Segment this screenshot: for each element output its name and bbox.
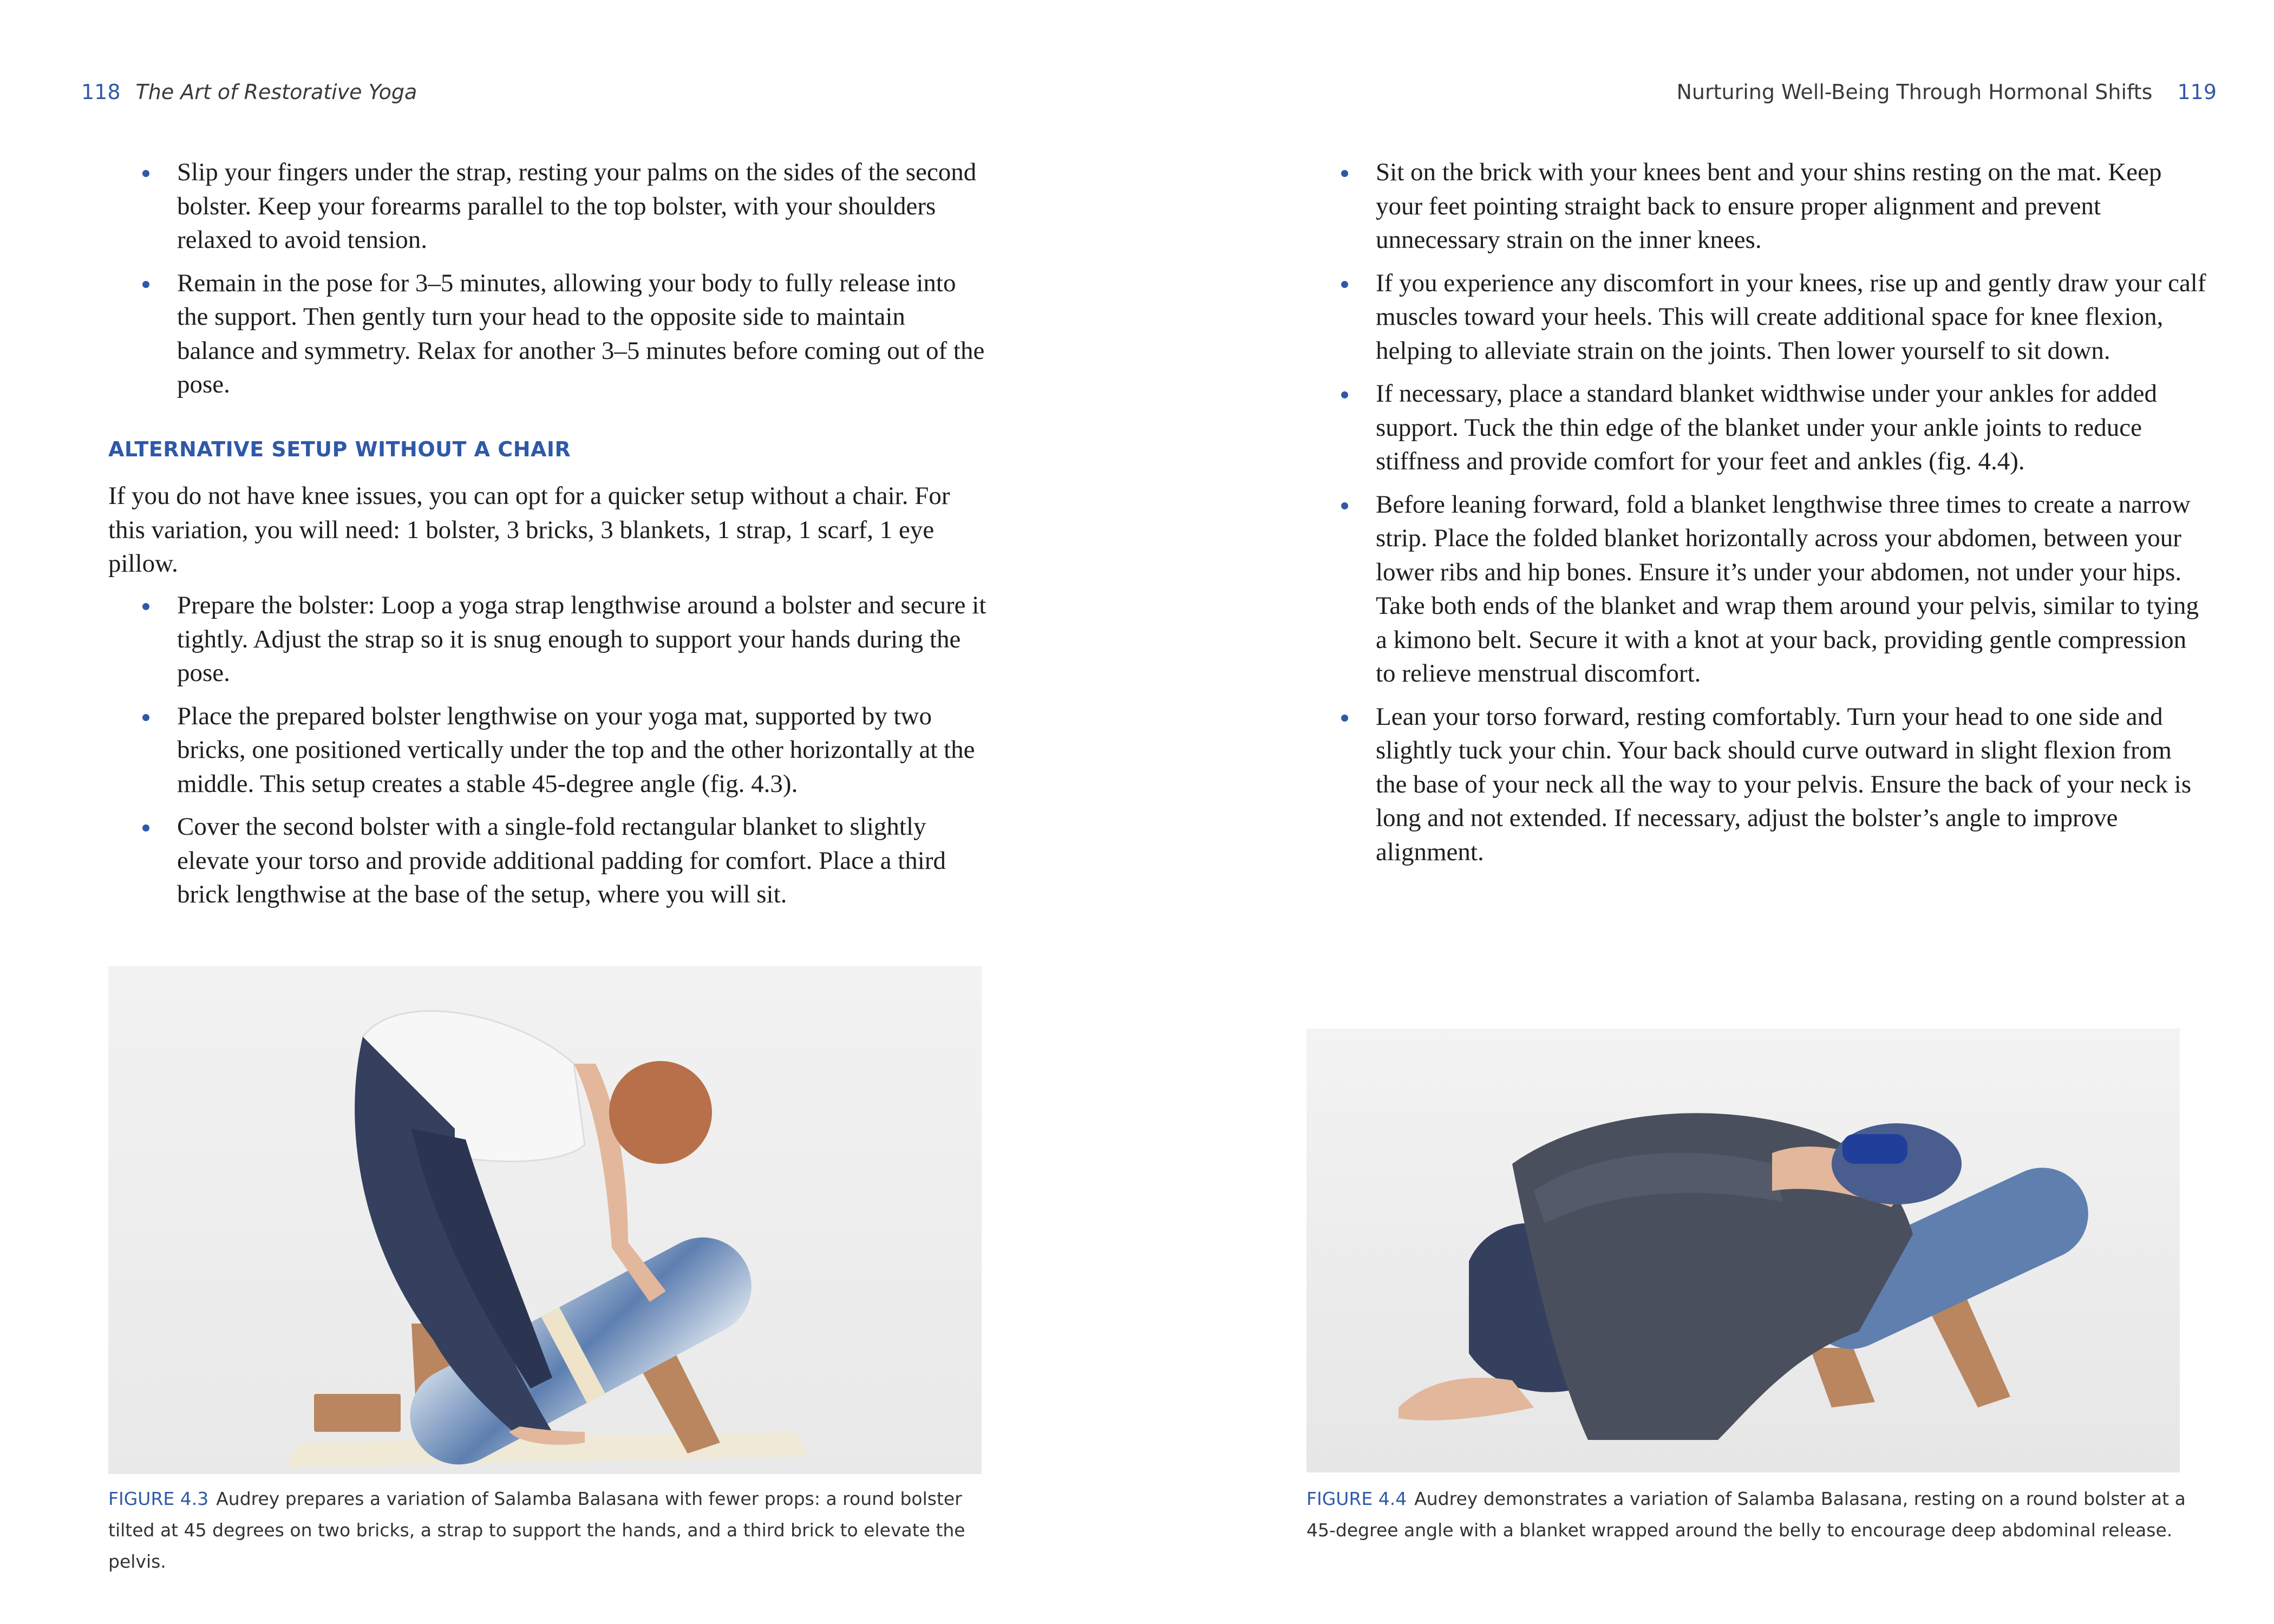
list-item: If you experience any discomfort in your knees, rise up and gently draw your calf muscles toward your heels. This will create additional space for knee flexion, helping to alleviate strain on the joints. Then lower yourself to sit down. [1341, 266, 2207, 368]
bullet-list [1341, 155, 2207, 878]
list-item: Remain in the pose for 3–5 minutes, allowing your body to fully release into the support. Then gently turn your head to the opposite side to maintain balance and symmetry. Relax for another 3–5 minutes before coming out of the pose. [142, 266, 987, 402]
list-item: Lean your torso forward, resting comfortably. Turn your head to one side and slightly tuck your chin. Your back should curve outward in slight flexion from the base of your neck all the way to your pelvis. Ensure the back of your neck is long and not extended. If necessary, adjust the bolster’s angle to improve alignment. [1341, 700, 2207, 869]
list-item: If necessary, place a standard blanket widthwise under your ankles for added support. Tuck the thin edge of the blanket under your ankle joints to reduce stiffness and provide comfort for your feet and ankles (fig. 4.4). [1341, 377, 2207, 479]
figure-4-3-photo [108, 966, 982, 1474]
list-item: Place the prepared bolster lengthwise on your yoga mat, supported by two bricks, one positioned vertically under the top and the other horizontally at the middle. This setup creates a stable 45-degree angle (fig. 4.3). [142, 699, 987, 801]
right-page [1137, 0, 2274, 1624]
list-item: Before leaning forward, fold a blanket lengthwise three times to create a narrow strip. Place the folded blanket horizontally across your abdomen, between your lower ribs and hip bones. Ensure it’s under your abdomen, not under your hips. Take both ends of the blanket and wrap them around your pelvis, similar to tying a kimono belt. Secure it with a knot at your back, providing gentle compression to relieve menstrual discomfort. [1341, 488, 2207, 691]
list-item: Prepare the bolster: Loop a yoga strap lengthwise around a bolster and secure it tightly. Adjust the strap so it is snug enough to support your hands during the pose. [142, 588, 987, 690]
intro-paragraph: If you do not have knee issues, you can opt for a quicker setup without a chair. For this variation, you will need: 1 bolster, 3 bricks, 3 blankets, 1 strap, 1 scarf, 1 eye pillow. [108, 482, 950, 578]
page-number: 118 [81, 80, 121, 104]
yoga-setup-illustration [108, 966, 982, 1474]
running-header [81, 80, 417, 104]
figure-label: FIGURE 4.3 [108, 1488, 209, 1509]
page-number: 119 [2177, 80, 2217, 104]
list-item: Cover the second bolster with a single-fold rectangular blanket to slightly elevate your torso and provide additional padding for comfort. Place a third brick lengthwise at the base of the setup, where you will sit. [142, 810, 987, 912]
caption-text: Audrey prepares a variation of Salamba Balasana with fewer props: a round bolster tilted at 45 degrees on two bricks, a strap to support the hands, and a third brick to elevate the pelvis. [108, 1488, 965, 1572]
running-header [1676, 80, 2217, 104]
figure-caption [108, 1483, 996, 1577]
child-pose-illustration [1306, 1029, 2180, 1472]
list-item: Slip your fingers under the strap, resting your palms on the sides of the second bolster. Keep your forearms parallel to the top bolster, with your shoulders relaxed to avoid tension. [142, 155, 987, 257]
section-subheading: ALTERNATIVE SETUP WITHOUT A CHAIR [108, 437, 571, 461]
figure-caption [1306, 1483, 2194, 1546]
book-title: The Art of Restorative Yoga [135, 80, 417, 104]
bullet-list-setup [142, 588, 987, 921]
bullet-list-top [142, 155, 987, 411]
chapter-title: Nurturing Well-Being Through Hormonal Shifts [1676, 80, 2153, 104]
figure-4-4-photo [1306, 1029, 2180, 1472]
caption-text: Audrey demonstrates a variation of Salamba Balasana, resting on a round bolster at a 45-degree angle with a blanket wrapped around the belly to encourage deep abdominal release. [1306, 1488, 2186, 1541]
list-item: Sit on the brick with your knees bent and your shins resting on the mat. Keep your feet pointing straight back to ensure proper alignment and prevent unnecessary strain on the inner knees. [1341, 155, 2207, 257]
figure-label: FIGURE 4.4 [1306, 1488, 1407, 1509]
